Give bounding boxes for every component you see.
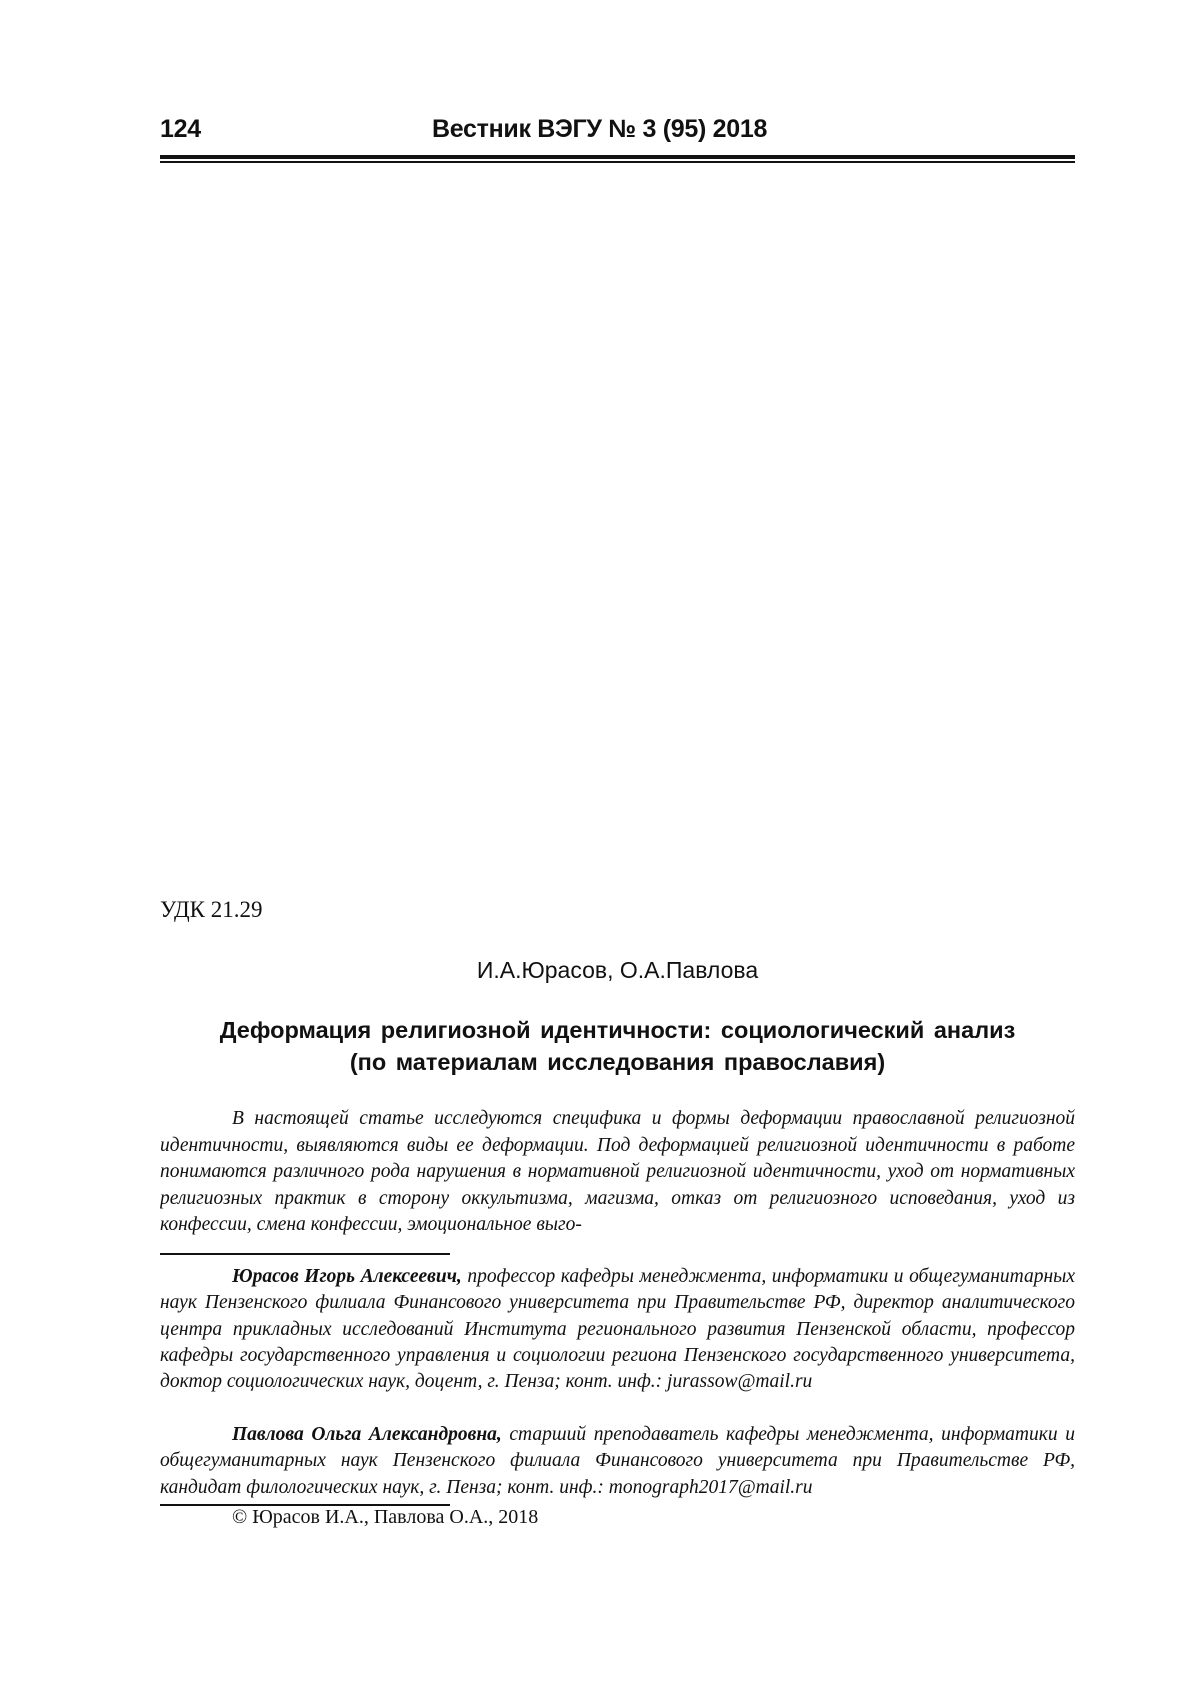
article-authors: И.А.Юрасов, О.А.Павлова: [476, 957, 759, 983]
author-note-text: старший преподаватель кафедры менеджмента, информатики и общегуманитарных наук Пензенского филиала Финансового университета при Правительстве РФ, кандидат филологических наук, г. Пенза; конт. инф.: monograph2017@mail.ru: [160, 1424, 1075, 1498]
author-note-name: Павлова Ольга Александровна,: [232, 1424, 502, 1445]
header-rule-thin: [160, 161, 1075, 163]
author-note-pavlova: [160, 1422, 1075, 1501]
article-title: [160, 1014, 1075, 1078]
abstract: В настоящей статье исследуются специфика и формы деформации православной религиозной идентичности, выявляются виды ее деформации. Под деформацией религиозной идентичности в работе понимаются различного рода нарушения в нормативной религиозной идентичности, уход от нормативных религиозных практик в сторону оккультизма, магизма, отказ от религиозного исповедания, уход из конфессии, смена конфессии, эмоциональное выго-: [160, 1108, 1075, 1235]
running-header: [160, 115, 1075, 147]
article-title-line1: Деформация религиозной идентичности: социологический анализ: [219, 1017, 1016, 1043]
author-note-name: Юрасов Игорь Алексеевич,: [232, 1266, 462, 1287]
copyright: © Юрасов И.А., Павлова О.А., 2018: [232, 1506, 539, 1528]
article-title-line2: (по материалам исследования православия): [349, 1049, 886, 1075]
author-note-yurasov: [160, 1264, 1075, 1395]
author-note-text: профессор кафедры менеджмента, информатики и общегуманитарных наук Пензенского филиала Финансового университета при Правительстве РФ, директор аналитического центра прикладных исследований Института регионального развития Пензенской области, профессор кафедры государственного управления и социологии региона Пензенского государственного университета, доктор социологических наук, доцент, г. Пенза; конт. инф.: jurassow@mail.ru: [160, 1266, 1075, 1393]
udk-code: УДК 21.29: [160, 897, 263, 922]
journal-title: Вестник ВЭГУ № 3 (95) 2018: [432, 115, 768, 143]
header-rule-thick: [160, 155, 1075, 159]
page-number: 124: [160, 115, 201, 143]
footnote-separator: [160, 1253, 450, 1255]
